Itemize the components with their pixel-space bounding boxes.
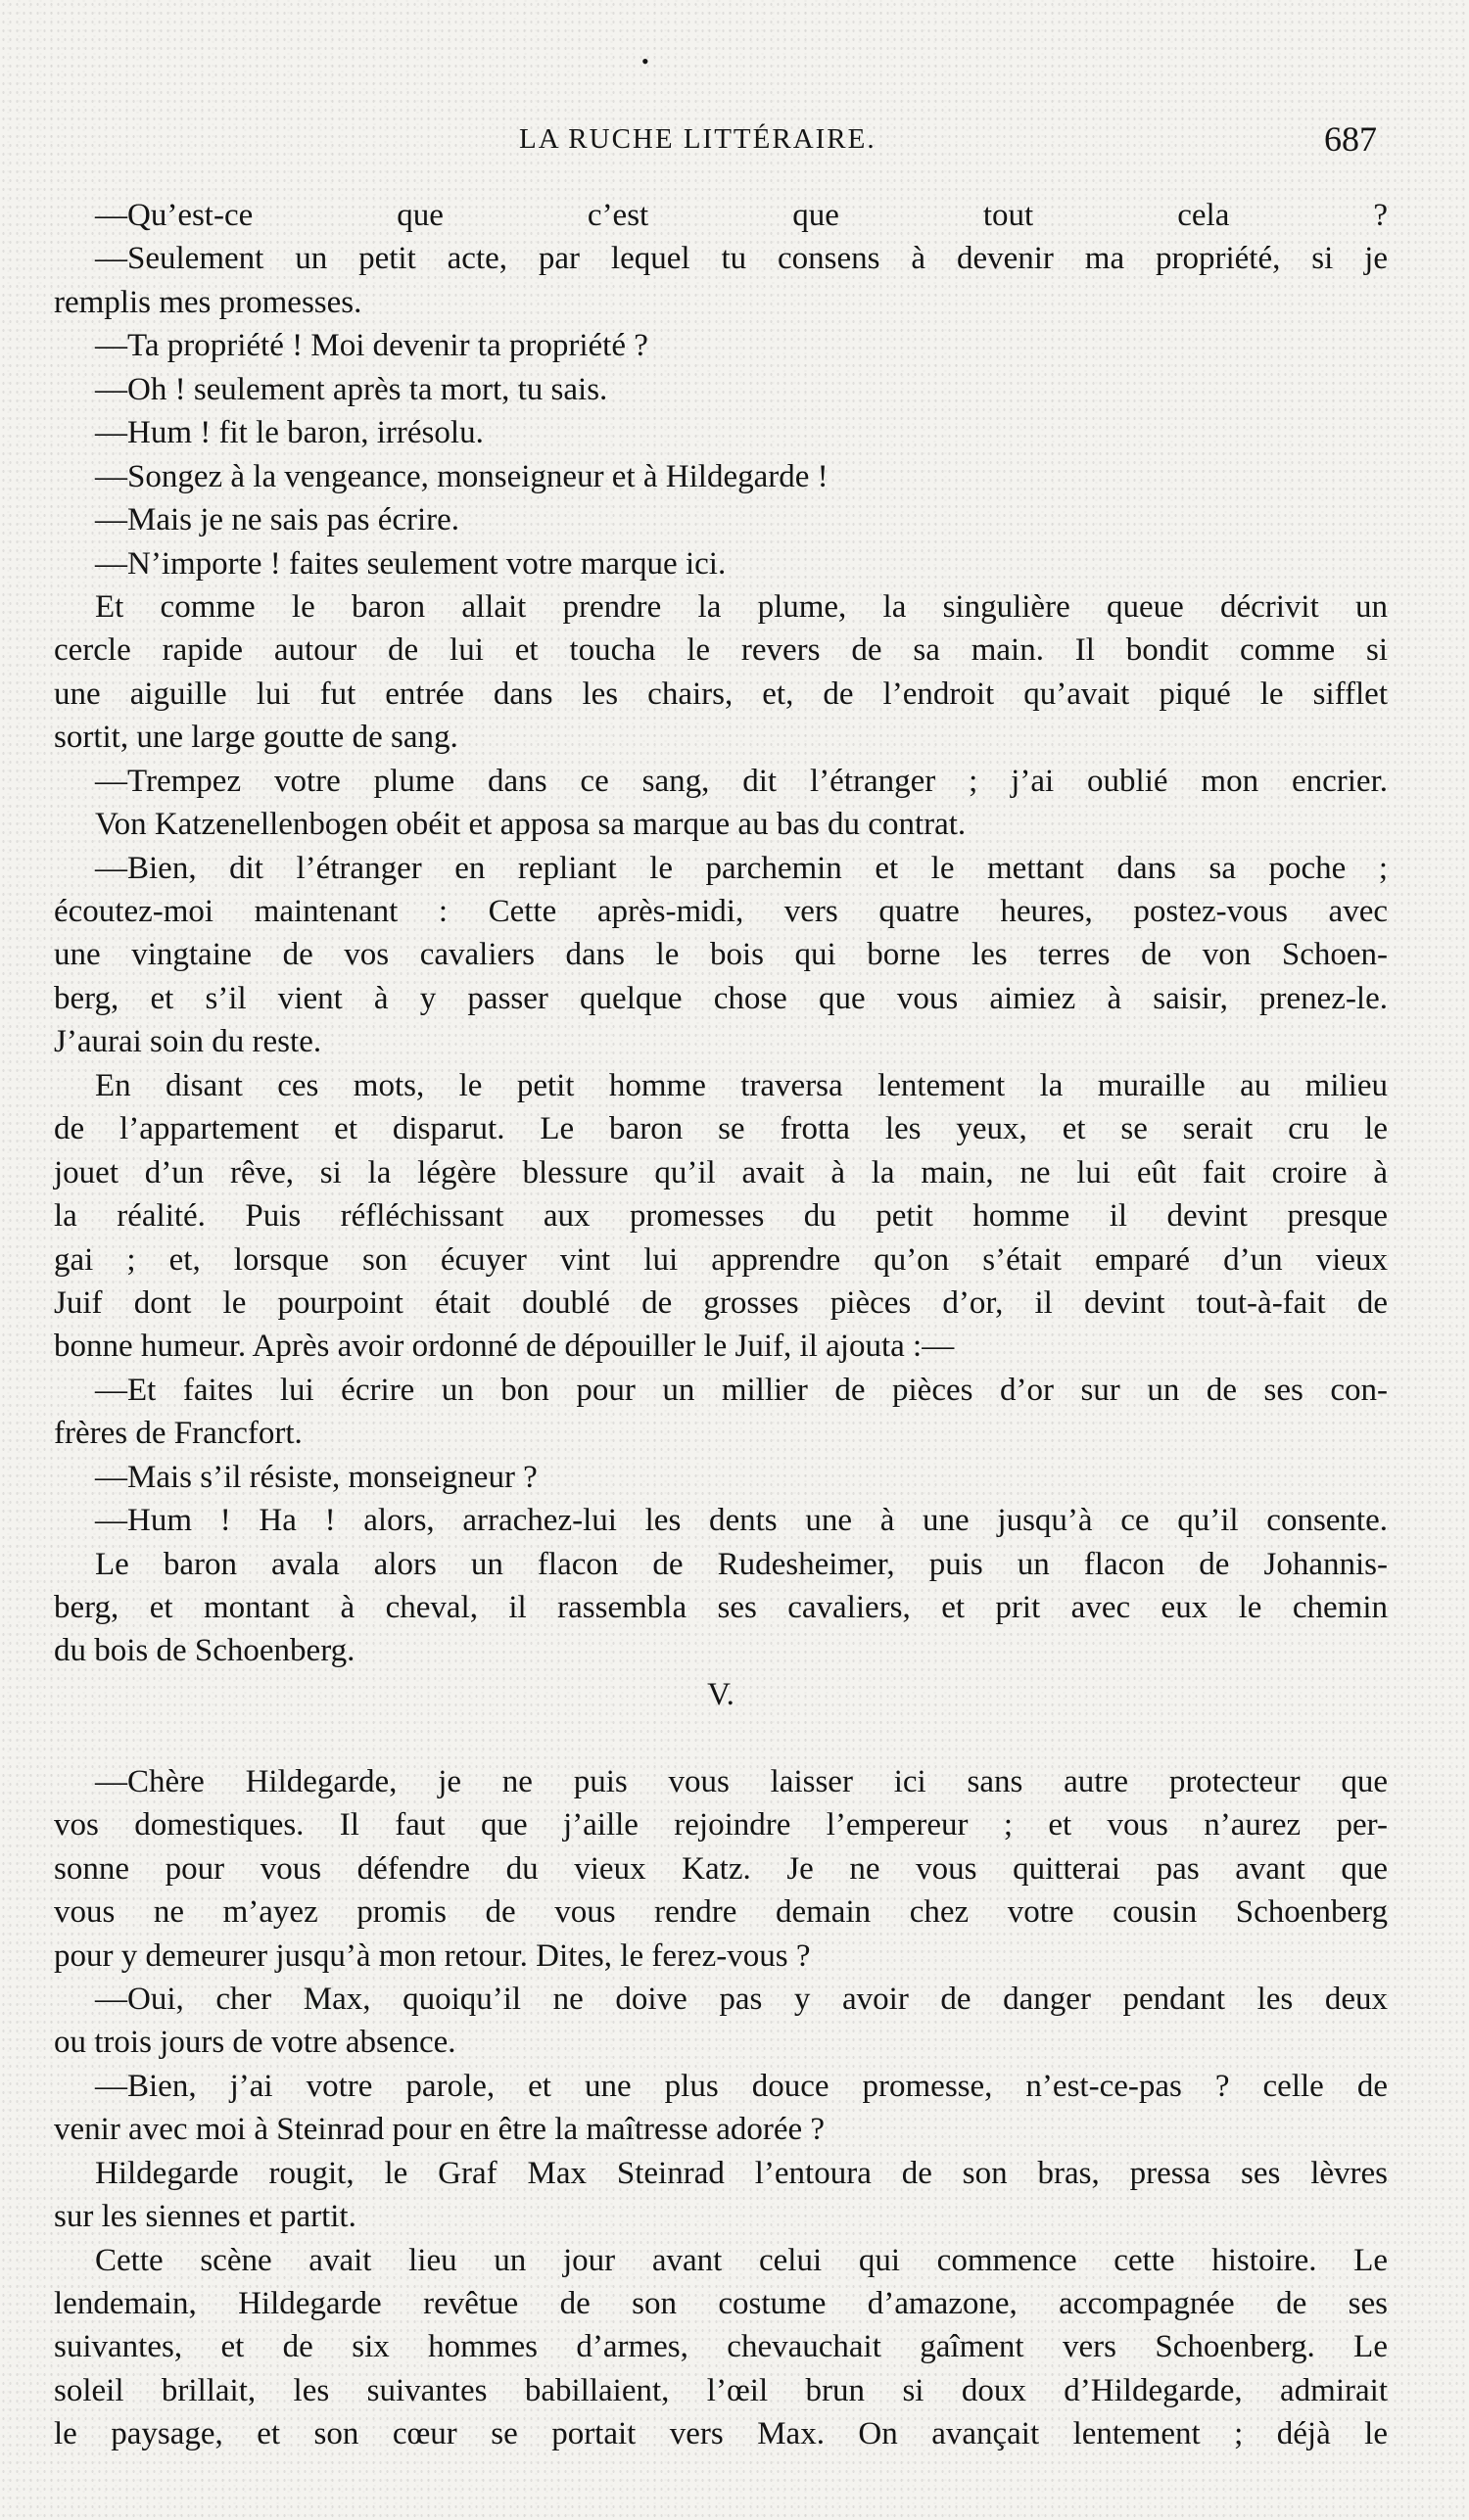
text-line: suivantes, et de six hommes d’armes, chevauchait gaîment vers Schoenberg. Le bbox=[54, 2329, 1388, 2365]
text-line: sur les siennes et partit. bbox=[54, 2199, 356, 2235]
text-line: —Oh ! seulement après ta mort, tu sais. bbox=[95, 371, 608, 407]
text-line: soleil brillait, les suivantes babillaient, l’œil brun si doux d’Hildegarde, admirait bbox=[54, 2372, 1388, 2408]
text-line: cercle rapide autour de lui et toucha le revers de sa main. Il bondit comme si bbox=[54, 632, 1388, 669]
text-line: bonne humeur. Après avoir ordonné de dépouiller le Juif, il ajouta :— bbox=[54, 1329, 955, 1365]
text-line: En disant ces mots, le petit homme traversa lentement la muraille au milieu bbox=[95, 1067, 1388, 1103]
text-line: Et comme le baron allait prendre la plume, la singulière queue décrivit un bbox=[95, 588, 1388, 625]
section-gap bbox=[54, 1716, 1388, 1759]
text-line: Cette scène avait lieu un jour avant celui qui commence cette histoire. Le bbox=[95, 2242, 1388, 2278]
text-line: ou trois jours de votre absence. bbox=[54, 2025, 456, 2061]
text-line: de l’appartement et disparut. Le baron se frotta les yeux, et se serait cru le bbox=[54, 1111, 1388, 1147]
page-number: 687 bbox=[1324, 119, 1377, 159]
text-line: du bois de Schoenberg. bbox=[54, 1633, 355, 1669]
text-line: la réalité. Puis réfléchissant aux promesses du petit homme il devint presque bbox=[54, 1198, 1388, 1235]
text-line: —Et faites lui écrire un bon pour un millier de pièces d’or sur un de ses con- bbox=[95, 1372, 1388, 1408]
text-line: —Hum ! fit le baron, irrésolu. bbox=[95, 415, 484, 451]
section-heading: V. bbox=[707, 1676, 734, 1712]
text-line: —N’importe ! faites seulement votre marque ici. bbox=[95, 545, 727, 582]
text-line: —Hum ! Ha ! alors, arrachez-lui les dents une à une jusqu’à ce qu’il consente. bbox=[95, 1503, 1388, 1539]
text-line: jouet d’un rêve, si la légère blessure qu’il avait à la main, ne lui eût fait croire à bbox=[54, 1154, 1388, 1190]
running-head bbox=[0, 116, 1469, 163]
text-line: —Ta propriété ! Moi devenir ta propriété ? bbox=[95, 328, 648, 364]
text-line: lendemain, Hildegarde revêtue de son costume d’amazone, accompagnée de ses bbox=[54, 2286, 1388, 2321]
text-line: —Chère Hildegarde, je ne puis vous laisser ici sans autre protecteur que bbox=[95, 1763, 1388, 1799]
text-line: —Bien, j’ai votre parole, et une plus douce promesse, n’est-ce-pas ? celle de bbox=[95, 2068, 1388, 2104]
text-line: venir avec moi à Steinrad pour en être la maîtresse adorée ? bbox=[54, 2112, 826, 2148]
text-line: sonne pour vous défendre du vieux Katz. Je ne vous quitterai pas avant que bbox=[54, 1850, 1388, 1887]
text-line: —Songez à la vengeance, monseigneur et à Hildegarde ! bbox=[95, 458, 829, 494]
text-line: le paysage, et son cœur se portait vers Max. On avançait lentement ; déjà le bbox=[54, 2416, 1388, 2452]
text-line: Hildegarde rougit, le Graf Max Steinrad l’entoura de son bras, pressa ses lèvres bbox=[95, 2155, 1388, 2191]
text-line: remplis mes promesses. bbox=[54, 284, 362, 320]
text-line: Juif dont le pourpoint était doublé de grosses pièces d’or, il devint tout-à-fait de bbox=[54, 1284, 1388, 1321]
text-line: vos domestiques. Il faut que j’aille rejoindre l’empereur ; et vous n’aurez per- bbox=[54, 1807, 1388, 1843]
text-line: —Oui, cher Max, quoiqu’il ne doive pas y avoir de danger pendant les deux bbox=[95, 1981, 1388, 2017]
text-line: —Bien, dit l’étranger en repliant le parchemin et le mettant dans sa poche ; bbox=[95, 850, 1388, 886]
text-line: une aiguille lui fut entrée dans les chairs, et, de l’endroit qu’avait piqué le sifflet bbox=[54, 676, 1388, 712]
text-line: berg, et s’il vient à y passer quelque chose que vous aimiez à saisir, prenez-le. bbox=[54, 980, 1388, 1016]
text-line: berg, et montant à cheval, il rassembla ses cavaliers, et prit avec eux le chemin bbox=[54, 1590, 1388, 1625]
body-text bbox=[54, 194, 1388, 2456]
text-line: vous ne m’ayez promis de vous rendre demain chez votre cousin Schoenberg bbox=[54, 1894, 1388, 1931]
text-line: —Seulement un petit acte, par lequel tu consens à devenir ma propriété, si je bbox=[95, 241, 1388, 277]
text-line: Von Katzenellenbogen obéit et apposa sa marque au bas du contrat. bbox=[95, 807, 967, 843]
text-line: pour y demeurer jusqu’à mon retour. Dites, le ferez-vous ? bbox=[54, 1937, 811, 1974]
top-mark: • bbox=[641, 49, 649, 73]
text-line: —Qu’est-ce que c’est que tout cela ? bbox=[95, 198, 1388, 233]
text-line: —Mais je ne sais pas écrire. bbox=[95, 502, 460, 538]
text-line: J’aurai soin du reste. bbox=[54, 1024, 322, 1060]
text-line: sortit, une large goutte de sang. bbox=[54, 720, 458, 756]
text-line: Le baron avala alors un flacon de Rudesheimer, puis un flacon de Johannis- bbox=[95, 1546, 1388, 1582]
text-line: écoutez-moi maintenant : Cette après-midi, vers quatre heures, postez-vous avec bbox=[54, 894, 1388, 929]
text-line: une vingtaine de vos cavaliers dans le bois qui borne les terres de von Schoen- bbox=[54, 937, 1388, 973]
text-line: —Trempez votre plume dans ce sang, dit l’étranger ; j’ai oublié mon encrier. bbox=[95, 763, 1388, 799]
text-line: —Mais s’il résiste, monseigneur ? bbox=[95, 1459, 538, 1495]
text-line: gai ; et, lorsque son écuyer vint lui apprendre qu’on s’était emparé d’un vieux bbox=[54, 1241, 1388, 1278]
text-line: frères de Francfort. bbox=[54, 1416, 303, 1452]
running-title: LA RUCHE LITTÉRAIRE. bbox=[519, 123, 877, 155]
